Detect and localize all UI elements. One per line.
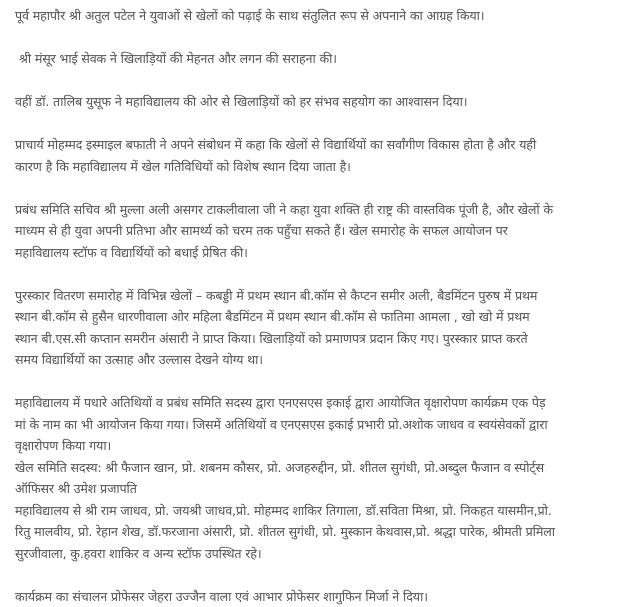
para-principal bbox=[15, 134, 626, 177]
text-line: महाविद्यालय से श्री राम जाधव, प्रो. जयश्री जाधव,प्रो. मोहम्मद शाकिर तिगाला, डॉ.सविता मिश्रा, प्रो. निकहत यासमीन,प्रो. bbox=[15, 500, 626, 522]
text-line: माध्यम से ही युवा अपनी प्रतिभा और सामर्थ्य को चरम तक पहुँचा सकते हैं। खेल समारोह के सफल आयोजन पर bbox=[15, 220, 626, 242]
text-line: ऑफिसर श्री उमेश प्रजापति bbox=[15, 478, 626, 500]
text-line: वृक्षारोपण किया गया। bbox=[15, 435, 626, 457]
text-line: श्री मंसूर भाई सेवक ने खिलाड़ियों की मेहनत और लगन की सराहना की। bbox=[15, 48, 626, 70]
text-line: कारण है कि महाविद्यालय में खेल गतिविधियों को विशेष स्थान दिया जाता है। bbox=[15, 156, 626, 178]
para-atul-patel bbox=[15, 5, 626, 27]
text-line: पूर्व महापौर श्री अतुल पटेल ने युवाओं से खेलों को पढ़ाई के साथ संतुलित रूप से अपनाने का आग्रह किया। bbox=[15, 5, 626, 27]
para-secretary bbox=[15, 199, 626, 264]
text-line: कार्यक्रम का संचालन प्रोफेसर जेहरा उज्जैन वाला एवं आभार प्रोफेसर शागुफिन मिर्जा ने दिया। bbox=[15, 586, 626, 607]
text-line: वहीं डॉ. तालिब युसूफ ने महाविद्यालय की ओर से खिलाड़ियों को हर संभव सहयोग का आश्वासन दिया। bbox=[15, 91, 626, 113]
para-talib-yusuf bbox=[15, 91, 626, 113]
text-line: महाविद्यालय स्टॉफ व विद्यार्थियों को बधाई प्रेषित की। bbox=[15, 242, 626, 264]
text-line: स्थान बी.एस.सी कप्तान समरीन अंसारी ने प्राप्त किया। खिलाड़ियों को प्रमाणपत्र प्रदान किए गए। पुरस्कार प्राप्त करते bbox=[15, 328, 626, 350]
text-line: मां के नाम का भी आयोजन किया गया। जिसमें अतिथियों व एनएसएस इकाई प्रभारी प्रो.अशोक जाधव व स्वयंसेवकों द्वारा bbox=[15, 414, 626, 436]
text-line: सुरजीवाला, कु.हवरा शाकिर व अन्य स्टॉफ उपस्थित रहे। bbox=[15, 543, 626, 565]
text-line: प्राचार्य मोहम्मद इस्माइल बफाती ने अपने संबोधन में कहा कि खेलों से विद्यार्थियों का सर्वांगीण विकास होता है और यही bbox=[15, 134, 626, 156]
para-prize-distribution bbox=[15, 285, 626, 371]
text-line: महाविद्यालय में पधारे अतिथियों व प्रबंध समिति सदस्य द्वारा एनएसएस इकाई द्वारा आयोजित वृक्षारोपण कार्यक्रम एक पेड़ bbox=[15, 392, 626, 414]
para-mansoor-bhai bbox=[15, 48, 626, 70]
para-sports-committee bbox=[15, 457, 626, 500]
text-line: समय विद्यार्थियों का उत्साह और उल्लास देखने योग्य था। bbox=[15, 349, 626, 371]
text-line: पुरस्कार वितरण समारोह में विभिन्न खेलों – कबड्डी में प्रथम स्थान बी.कॉम से कैप्टन समीर अली, बैडमिंटन पुरुष में प्रथम bbox=[15, 285, 626, 307]
text-line: प्रबंध समिति सचिव श्री मुल्ला अली असगर टाकलीवाला जी ने कहा युवा शक्ति ही राष्ट्र की वास्तविक पूंजी है, और खेलों के bbox=[15, 199, 626, 221]
para-attendees bbox=[15, 500, 626, 565]
text-line: रितु मालवीय, प्रो. रेहान शेख, डॉ.फरजाना अंसारी, प्रो. शीतल सुगंधी, प्रो. मुस्कान केथवास,प्रो. श्रद्धा पारेक, श्रीमती प्रमिला bbox=[15, 521, 626, 543]
text-line: खेल समिति सदस्य: श्री फैजान खान, प्रो. शबनम कौसर, प्रो. अजहरुद्दीन, प्रो. शीतल सुगंधी, प्रो.अब्दुल फैजान व स्पोर्ट्स bbox=[15, 457, 626, 479]
para-plantation bbox=[15, 392, 626, 457]
text-line: स्थान बी.कॉम से हुसैन धारणीवाला ओर महिला बैडमिंटन में प्रथम स्थान बी.कॉम से फातिमा आमला , खो खो में प्रथम bbox=[15, 306, 626, 328]
